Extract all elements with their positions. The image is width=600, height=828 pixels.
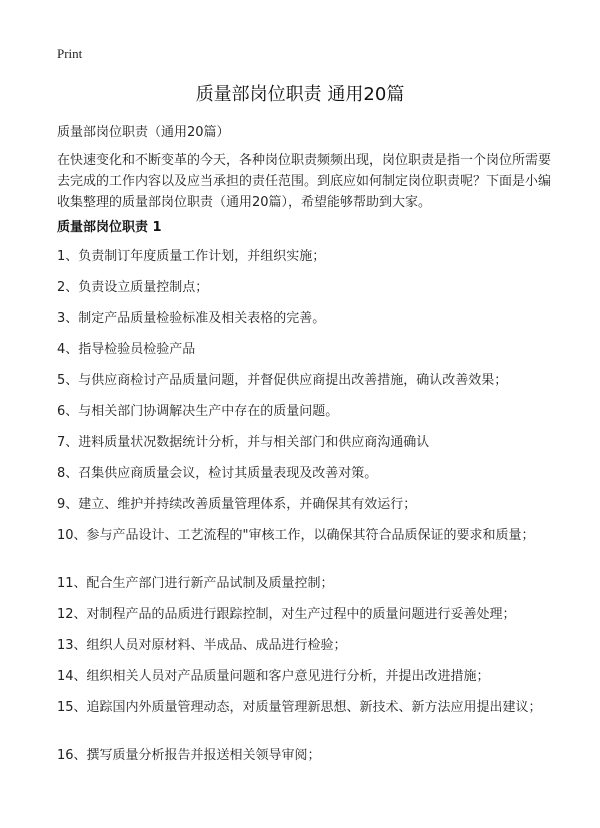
intro-paragraph: 在快速变化和不断变革的今天，各种岗位职责频频出现，岗位职责是指一个岗位所需要去完成的工作内容以及应当承担的责任范围。到底应如何制定岗位职责呢？下面是小编收集整理的质量部岗位职责（通用20篇），希望能够帮助到大家。 [57,153,552,210]
document-title: 质量部岗位职责 通用20篇 [195,84,405,105]
list-item: 12、对制程产品的品质进行跟踪控制，对生产过程中的质量问题进行妥善处理； [57,607,516,622]
list-item: 15、追踪国内外质量管理动态，对质量管理新思想、新技术、新方法应用提出建议； [57,700,542,715]
list-item: 14、组织相关人员对产品质量问题和客户意见进行分析，并提出改进措施； [57,669,490,684]
list-item: 11、配合生产部门进行新产品试制及质量控制； [57,576,334,591]
list-item: 9、建立、维护并持续改善质量管理体系，并确保其有效运行； [57,497,417,512]
list-item: 8、召集供应商质量会议，检讨其质量表现及改善对策。 [57,466,378,481]
print-link[interactable]: Print [57,46,83,61]
document-subtitle: 质量部岗位职责（通用20篇） [57,125,230,140]
list-item: 13、组织人员对原材料、半成品、成品进行检验； [57,638,347,653]
list-item: 7、进料质量状况数据统计分析，并与相关部门和供应商沟通确认 [57,435,430,450]
list-item: 1、负责制订年度质量工作计划，并组织实施； [57,249,326,264]
list-item: 6、与相关部门协调解决生产中存在的质量问题。 [57,404,339,419]
section-heading: 质量部岗位职责 1 [57,220,162,235]
list-item: 16、撰写质量分析报告并报送相关领导审阅； [57,748,321,763]
list-item: 10、参与产品设计、工艺流程的"审核工作，以确保其符合品质保证的要求和质量； [57,528,535,543]
list-item: 5、与供应商检讨产品质量问题，并督促供应商提出改善措施，确认改善效果； [57,373,508,388]
list-item: 4、指导检验员检验产品 [57,342,196,357]
list-item: 2、负责设立质量控制点； [57,280,209,295]
list-item: 3、制定产品质量检验标准及相关表格的完善。 [57,311,326,326]
